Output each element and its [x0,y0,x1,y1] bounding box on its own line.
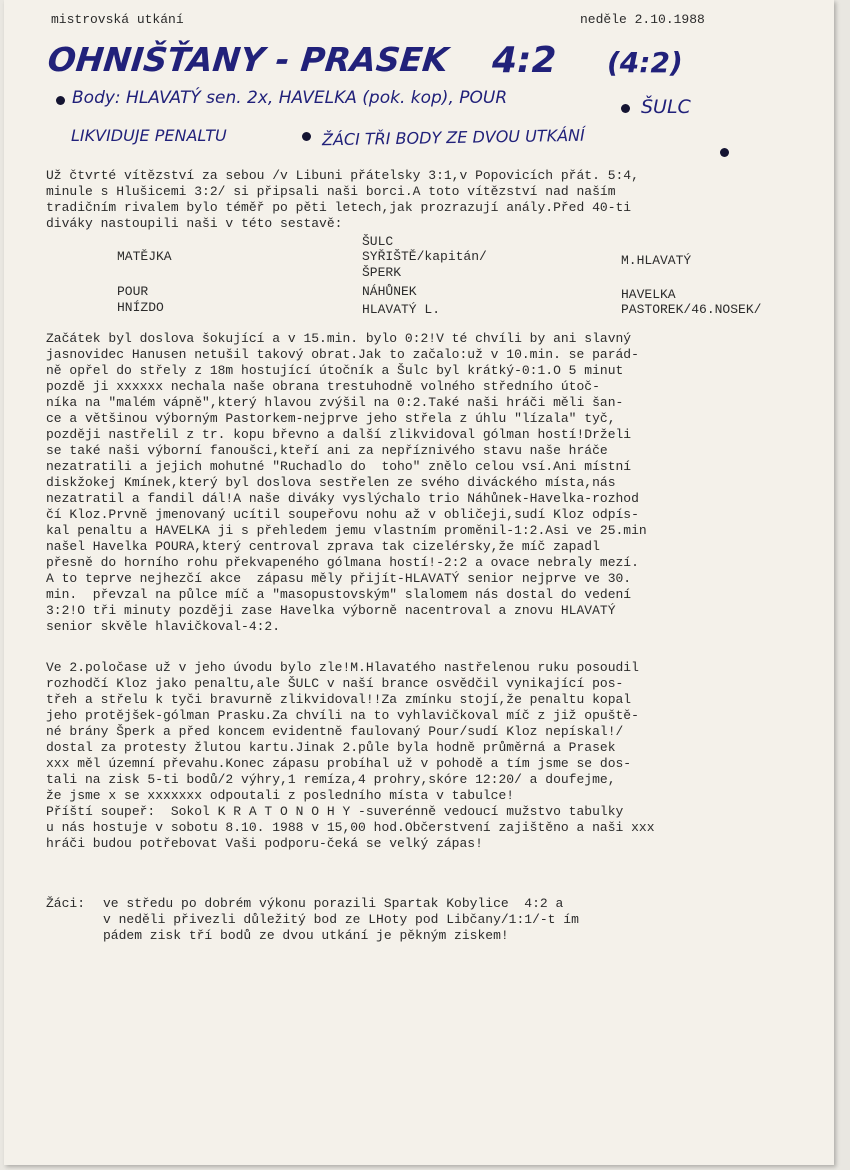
lineup-player: HNÍZDO [117,300,164,315]
bullet-dot [720,148,729,157]
text-line: tali na zisk 5-ti bodů/2 výhry,1 remíza,4 prohry,skóre 12:20/ a doufejme, [46,772,616,787]
text-line: níka na "malém vápně",který hlavou zvýšil na 0:2.Také naši hráči měli šan- [46,395,624,410]
text-line: né brány Šperk a před koncem evidentně faulovaný Pour/sudí Kloz nepískal!/ [46,724,624,739]
lineup-player: ŠULC [362,234,394,249]
lineup-player: HLAVATÝ L. [362,302,441,317]
zaci-label: Žáci: [46,896,86,911]
header-left: mistrovská utkání [51,12,184,27]
intro-line: minule s Hlušicemi 3:2/ si připsali naši borci.A toto vítězství nad naším [46,184,616,199]
text-line: se také naši výborní fanoušci,kteří ani za nepříznivého stavu naše hráče [46,443,608,458]
text-line: Ve 2.poločase už v jeho úvodu bylo zle!M.Hlavatého nastřelenou ruku posoudil [46,660,639,675]
text-line: čí Kloz.Prvně jmenovaný ucítil soupeřovu nohu až v obličeji,sudí Kloz odpís- [46,507,639,522]
text-line: našel Havelka POURA,který centroval zprava tak cizelérsky,že míč zapadl [46,539,600,554]
text-line: přesně do horního rohu překvapeného gólmana hostí!-2:2 a ovace nebraly mezí. [46,555,639,570]
text-line: nezatratili a jejich mohutné "Ruchadlo do toho" znělo celou vsí.Ani místní [46,459,632,474]
text-line: Začátek byl doslova šokující a v 15.min. bylo 0:2!V té chvíli by ani slavný [46,331,632,346]
bullet-dot [56,96,65,105]
handwritten-halftime: (4:2) [607,46,683,79]
bullet-dot [621,104,630,113]
text-line: v neděli přivezli důležitý bod ze LHoty pod Libčany/1:1/-t ím [103,912,579,927]
text-line: ně opřel do střely z 18m hostující útočník a Šulc byl krátký-0:1.O 5 minut [46,363,624,378]
handwritten-title: OHNIŠŤANY - PRASEK [45,40,451,79]
lineup-player: PASTOREK/46.NOSEK/ [621,302,762,317]
handwritten-zaci: ŽÁCI TŘI BODY ZE DVOU UTKÁNÍ [321,125,585,150]
lineup-player: HAVELKA [621,287,676,302]
text-line: u nás hostuje v sobotu 8.10. 1988 v 15,00 hod.Občerstvení zajištěno a naši xxx [46,820,655,835]
match-report-second-half [46,660,655,852]
intro-line: diváky nastoupili naši v této sestavě: [46,216,343,231]
text-line: rozhodčí Kloz jako penaltu,ale ŠULC v naší brance osvědčil vynikající pos- [46,676,624,691]
text-line: pozdě ji xxxxxx nechala naše obrana trestuhodně volného středního útoč- [46,379,600,394]
intro-line: Už čtvrté vítězství za sebou /v Libuni přátelsky 3:1,v Popovicích přát. 5:4, [46,168,639,183]
text-line: později nastřelil z tr. kopu břevno a další zlikvidoval gólman hostí!Drželi [46,427,632,442]
handwritten-scorers: Body: HLAVATÝ sen. 2x, HAVELKA (pok. kop), POUR [72,88,508,108]
text-line: dostal za protesty žlutou kartu.Jinak 2.půle byla hodně průměrná a Prasek [46,740,616,755]
lineup-player: ŠPERK [362,265,402,280]
match-report-first-half [46,331,647,635]
bullet-dot [302,132,311,141]
text-line: A to teprve nejhezčí akce zápasu měly přijít-HLAVATÝ senior nejprve ve 30. [46,571,632,586]
text-line: ce a většinou výborným Pastorkem-nejprve jeho střela z úhlu "lízala" tyč, [46,411,616,426]
text-line: diskžokej Kmínek,který byl doslova sestřelen ze svého diváckého místa,nás [46,475,616,490]
intro-line: tradičním rivalem bylo téměř po pěti letech,jak prozrazují anály.Před 40-ti [46,200,632,215]
text-line: min. převzal na půlce míč a "masopustovským" slalomem nás dostal do vedení [46,587,632,602]
typewritten-page [4,0,834,1165]
text-line: 3:2!O tři minuty později zase Havelka výborně nacentroval a znovu HLAVATÝ [46,603,616,618]
lineup-player: POUR [117,284,149,299]
text-line: třeh a střelu k tyči bravurně zlikvidoval!!Za zmínku stojí,že penaltu kopal [46,692,632,707]
text-line: senior skvěle hlavičkoval-4:2. [46,619,281,634]
handwritten-sulc: ŠULC [641,96,691,118]
handwritten-score: 4:2 [492,40,557,81]
lineup-player: M.HLAVATÝ [621,253,692,268]
zaci-report [103,896,579,944]
text-line: jeho protějšek-gólman Prasku.Za chvíli na to vyhlavičkoval míč z již opuště- [46,708,639,723]
lineup-player: MATĚJKA [117,249,172,264]
text-line: jasnovidec Hanusen netušil takový obrat.Jak to začalo:už v 10.min. se parád- [46,347,639,362]
text-line: nezatratil a fandil dál!A naše diváky vyslýchalo trio Náhůnek-Havelka-rozhod [46,491,639,506]
text-line: ve středu po dobrém výkonu porazili Spartak Kobylice 4:2 a [103,896,564,911]
lineup-player: SYŘIŠTĚ/kapitán/ [362,249,487,264]
text-line: že jsme x se xxxxxxx odpoutali z posledního místa v tabulce! [46,788,515,803]
text-line: pádem zisk tří bodů ze dvou utkání je pěkným ziskem! [103,928,509,943]
header-date: neděle 2.10.1988 [580,12,705,27]
lineup-player: NÁHŮNEK [362,284,417,299]
text-line: hráči budou potřebovat Vaši podporu-čeká se velký zápas! [46,836,483,851]
text-line: kal penaltu a HAVELKA ji s přehledem jemu vlastním proměnil-1:2.Asi ve 25.min [46,523,647,538]
handwritten-penalty: LIKVIDUJE PENALTU [71,126,227,145]
text-line: xxx měl územní převahu.Konec zápasu probíhal už v pohodě a tím jsme se dos- [46,756,632,771]
next-opponent-line: Příští soupeř: Sokol K R A T O N O H Y -suverénně vedoucí mužstvo tabulky [46,804,624,819]
